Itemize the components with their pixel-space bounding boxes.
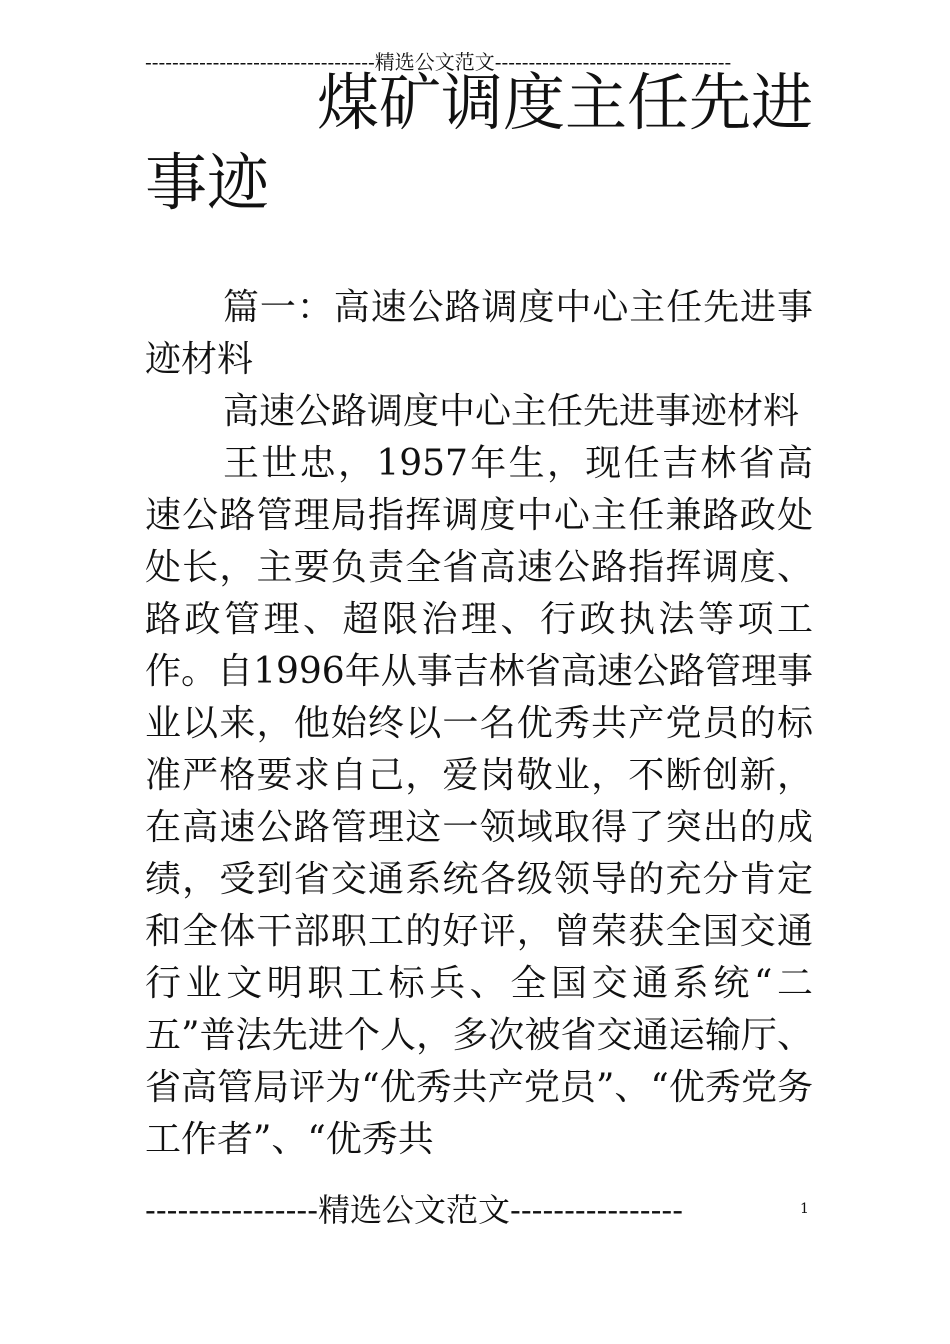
page-footer: ----------------精选公文范文---------------- — [145, 1191, 684, 1229]
page-header: ----------------------------------精选公文范文----------------------------------- — [145, 50, 732, 74]
document-title — [145, 66, 825, 219]
title-line-2: 事迹 — [145, 146, 270, 219]
title-line-1: 煤矿调度主任先进 — [317, 66, 814, 139]
paragraph-body: 王世忠，1957年生，现任吉林省高速公路管理局指挥调度中心主任兼路政处处长，主要负责全省高速公路指挥调度、路政管理、超限治理、行政执法等项工作。自1996年从事吉林省高速公路管理事业以来，他始终以一名优秀共产党员的标准严格要求自己，爱岗敬业，不断创新，在高速公路管理这一领域取得了突出的成绩，受到省交通系统各级领导的充分肯定和全体干部职工的好评，曾荣获全国交通行业文明职工标兵、全国交通系统“二五”普法先进个人，多次被省交通运输厅、省高管局评为“优秀共产党员”、“优秀党务工作者”、“优秀共 — [145, 443, 813, 1160]
paragraph-heading: 篇一：高速公路调度中心主任先进事迹材料 — [145, 287, 813, 380]
document-body — [145, 282, 813, 1166]
paragraph-subtitle: 高速公路调度中心主任先进事迹材料 — [223, 391, 800, 432]
page-number: 1 — [800, 1201, 809, 1217]
